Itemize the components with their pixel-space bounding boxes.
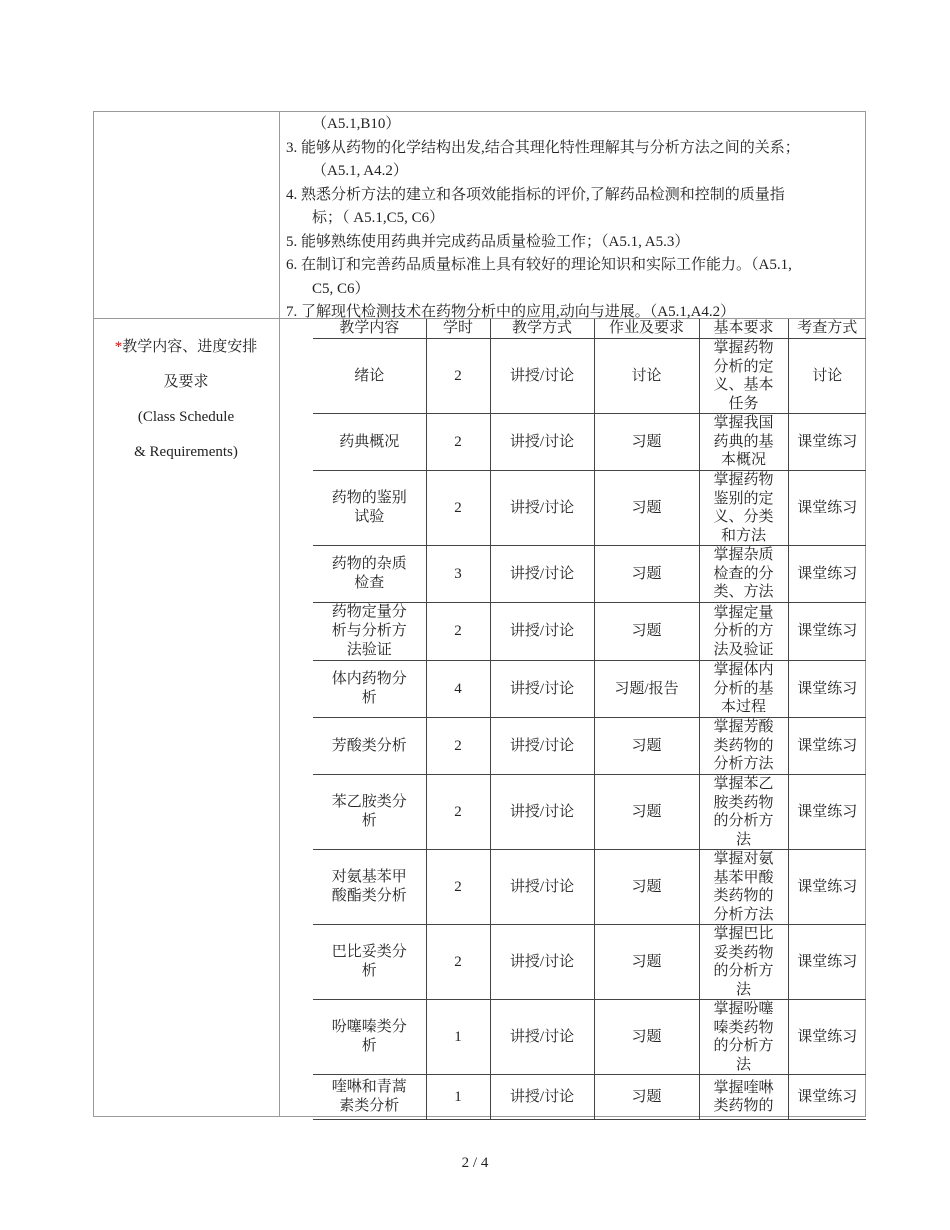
column-header: 基本要求 <box>699 319 788 339</box>
schedule-section-label <box>94 330 278 470</box>
table-cell: 习题 <box>594 471 699 546</box>
table-cell: 掌握杂质检查的分类、方法 <box>699 546 788 603</box>
table-cell: 掌握体内分析的基本过程 <box>699 661 788 718</box>
table-cell: 课堂练习 <box>788 546 866 603</box>
table-cell: 课堂练习 <box>788 661 866 718</box>
table-row <box>313 850 866 925</box>
table-cell: 习题 <box>594 1000 699 1075</box>
column-header: 作业及要求 <box>594 319 699 339</box>
table-cell: 2 <box>426 414 490 471</box>
objective-line: C5, C6） <box>312 280 370 297</box>
table-row <box>313 339 866 414</box>
table-cell: 药物的鉴别试验 <box>313 471 426 546</box>
table-cell: 掌握芳酸类药物的分析方法 <box>699 718 788 775</box>
required-star: * <box>114 339 123 355</box>
table-row <box>313 1075 866 1120</box>
column-header: 考查方式 <box>788 319 866 339</box>
table-cell: 课堂练习 <box>788 603 866 661</box>
table-cell: 习题 <box>594 850 699 925</box>
table-cell: 掌握巴比妥类药物的分析方法 <box>699 925 788 1000</box>
table-cell: 掌握苯乙胺类药物的分析方法 <box>699 775 788 850</box>
table-cell: 习题 <box>594 1075 699 1120</box>
table-cell: 习题/报告 <box>594 661 699 718</box>
table-cell: 习题 <box>594 925 699 1000</box>
table-cell: 课堂练习 <box>788 414 866 471</box>
table-cell: 讲授/讨论 <box>490 603 594 661</box>
objective-line: 标；（ A5.1,C5, C6） <box>312 210 445 226</box>
table-cell: 讲授/讨论 <box>490 471 594 546</box>
section-title-en-2: & Requirements) <box>134 444 238 460</box>
table-row <box>313 661 866 718</box>
table-row <box>313 471 866 546</box>
table-cell: 巴比妥类分析 <box>313 925 426 1000</box>
class-schedule-table <box>313 319 866 1120</box>
table-cell: 药典概况 <box>313 414 426 471</box>
table-cell: 习题 <box>594 546 699 603</box>
table-cell: 2 <box>426 339 490 414</box>
table-cell: 2 <box>426 850 490 925</box>
table-cell: 习题 <box>594 718 699 775</box>
table-cell: 2 <box>426 775 490 850</box>
table-cell: 讲授/讨论 <box>490 718 594 775</box>
table-cell: 掌握对氨基苯甲酸类药物的分析方法 <box>699 850 788 925</box>
section-title-en-1: (Class Schedule <box>137 409 235 425</box>
table-cell: 3 <box>426 546 490 603</box>
section-title-cn-2: 及要求 <box>163 374 209 390</box>
table-cell: 4 <box>426 661 490 718</box>
table-row <box>313 925 866 1000</box>
table-cell: 2 <box>426 471 490 546</box>
table-cell: 讲授/讨论 <box>490 414 594 471</box>
table-cell: 体内药物分析 <box>313 661 426 718</box>
objective-line: （A5.1,B10） <box>312 116 401 132</box>
table-cell: 讲授/讨论 <box>490 1075 594 1120</box>
table-cell: 喹啉和青蒿素类分析 <box>313 1075 426 1120</box>
page-number: 2 / 4 <box>461 1155 489 1171</box>
objective-line: 5. 能够熟练使用药典并完成药品质量检验工作；（A5.1, A5.3） <box>286 233 690 250</box>
table-cell: 习题 <box>594 775 699 850</box>
table-cell: 苯乙胺类分析 <box>313 775 426 850</box>
table-cell: 讲授/讨论 <box>490 339 594 414</box>
table-cell: 习题 <box>594 414 699 471</box>
table-cell: 绪论 <box>313 339 426 414</box>
table-cell: 对氨基苯甲酸酯类分析 <box>313 850 426 925</box>
table-cell: 掌握我国药典的基本概况 <box>699 414 788 471</box>
table-row <box>313 1000 866 1075</box>
table-cell: 讲授/讨论 <box>490 661 594 718</box>
table-cell: 2 <box>426 603 490 661</box>
column-header: 学时 <box>426 319 490 339</box>
table-cell: 讲授/讨论 <box>490 775 594 850</box>
objective-line: 6. 在制订和完善药品质量标准上具有较好的理论知识和实际工作能力。（A5.1, <box>286 257 792 273</box>
table-cell: 1 <box>426 1075 490 1120</box>
course-objectives <box>286 113 860 325</box>
table-cell: 课堂练习 <box>788 775 866 850</box>
table-cell: 课堂练习 <box>788 1075 866 1120</box>
table-row <box>313 546 866 603</box>
table-cell: 掌握药物分析的定义、基本任务 <box>699 339 788 414</box>
table-cell: 讲授/讨论 <box>490 546 594 603</box>
table-cell: 掌握药物鉴别的定义、分类和方法 <box>699 471 788 546</box>
section-title-cn-1: *教学内容、进度安排 <box>114 339 258 355</box>
table-cell: 掌握喹啉类药物的 <box>699 1075 788 1120</box>
column-divider <box>279 111 280 1117</box>
table-cell: 吩噻嗪类分析 <box>313 1000 426 1075</box>
table-cell: 芳酸类分析 <box>313 718 426 775</box>
objective-line: 7. 了解现代检测技术在药物分析中的应用,动向与进展。（A5.1,A4.2） <box>286 304 736 320</box>
table-cell: 掌握定量分析的方法及验证 <box>699 603 788 661</box>
table-cell: 掌握吩噻嗪类药物的分析方法 <box>699 1000 788 1075</box>
table-cell: 课堂练习 <box>788 471 866 546</box>
table-cell: 2 <box>426 718 490 775</box>
table-cell: 讲授/讨论 <box>490 1000 594 1075</box>
column-header: 教学内容 <box>313 319 426 339</box>
table-cell: 2 <box>426 925 490 1000</box>
table-cell: 课堂练习 <box>788 850 866 925</box>
table-cell: 课堂练习 <box>788 718 866 775</box>
table-cell: 课堂练习 <box>788 925 866 1000</box>
table-header-row <box>313 319 866 339</box>
table-row <box>313 718 866 775</box>
table-cell: 习题 <box>594 603 699 661</box>
table-cell: 药物的杂质检查 <box>313 546 426 603</box>
table-cell: 1 <box>426 1000 490 1075</box>
objective-line: 4. 熟悉分析方法的建立和各项效能指标的评价,了解药品检测和控制的质量指 <box>286 186 785 203</box>
table-cell: 药物定量分析与分析方法验证 <box>313 603 426 661</box>
table-cell: 讲授/讨论 <box>490 925 594 1000</box>
table-cell: 讨论 <box>594 339 699 414</box>
column-header: 教学方式 <box>490 319 594 339</box>
objective-line: 3. 能够从药物的化学结构出发,结合其理化特性理解其与分析方法之间的关系； <box>286 139 800 156</box>
table-row <box>313 775 866 850</box>
table-row <box>313 603 866 661</box>
objective-line: （A5.1, A4.2） <box>312 163 408 179</box>
table-row <box>313 414 866 471</box>
table-cell: 讨论 <box>788 339 866 414</box>
table-cell: 讲授/讨论 <box>490 850 594 925</box>
table-cell: 课堂练习 <box>788 1000 866 1075</box>
